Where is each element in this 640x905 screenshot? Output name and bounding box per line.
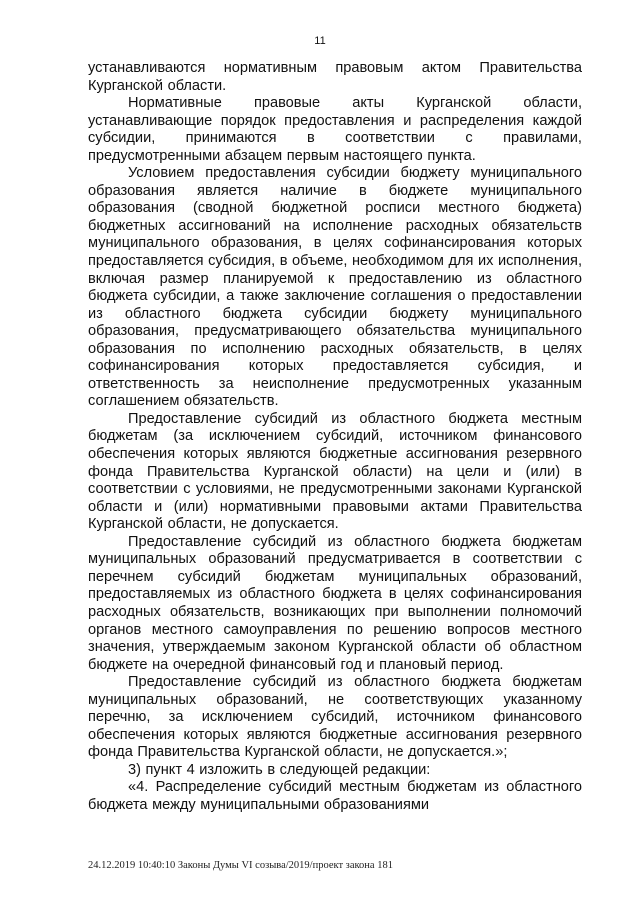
paragraph-4: Предоставление субсидий из областного бюджета местным бюджетам (за исключением субсидий, источником финансового обеспечения которых являются бюджетные ассигнования резервного фонда Правительства Курганской области) на цели и (или) в соответствии с условиями, не предусмотренными законами Курганской области и (или) нормативными правовыми актами Правительства Курганской области, не допускается. (88, 410, 582, 533)
page-number: 11 (314, 35, 326, 47)
paragraph-2: Нормативные правовые акты Курганской области, устанавливающие порядок предоставления и распределения каждой субсидии, принимаются в соответствии с правилами, предусмотренными абзацем первым настоящего пункта. (88, 95, 582, 164)
paragraph-8: «4. Распределение субсидий местным бюджетам из областного бюджета между муниципальными образованиями (88, 779, 582, 813)
paragraph-5: Предоставление субсидий из областного бюджета бюджетам муниципальных образований предусматривается в соответствии с перечнем субсидий бюджетам муниципальных образований, предоставляемых из областного бюджета в целях софинансирования расходных обязательств, возникающих при выполнении полномочий органов местного самоуправления по решению вопросов местного значения, утверждаемым законом Курганской области об областном бюджете на очередной финансовый год и плановый период. (88, 533, 582, 673)
paragraph-3: Условием предоставления субсидии бюджету муниципального образования является наличие в бюджете муниципального образования (сводной бюджетной росписи местного бюджета) бюджетных ассигнований на исполнение расходных обязательств муниципального образования, в целях софинансирования которых предоставляется субсидия, в объеме, необходимом для их исполнения, включая размер планируемой к предоставлению из областного бюджета субсидии, а также заключение соглашения о предоставлении из областного бюджета субсидии бюджету муниципального образования, предусматривающего обязательства муниципального образования по исполнению расходных обязательств, в целях софинансирования которых предоставляется субсидия, и ответственность за неисполнение предусмотренных указанным соглашением обязательств. (88, 165, 582, 410)
document-body (88, 60, 582, 815)
paragraph-7: 3) пункт 4 изложить в следующей редакции: (128, 761, 431, 778)
paragraph-6: Предоставление субсидий из областного бюджета бюджетам муниципальных образований, не соответствующих указанному перечню, за исключением субсидий, источником финансового обеспечения которых являются бюджетные ассигнования резервного фонда Правительства Курганской области, не допускается.»; (88, 674, 582, 761)
footer-stamp: 24.12.2019 10:40:10 Законы Думы VI созыва/2019/проект закона 181 (88, 860, 393, 871)
paragraph-1: устанавливаются нормативным правовым актом Правительства Курганской области. (88, 60, 582, 94)
